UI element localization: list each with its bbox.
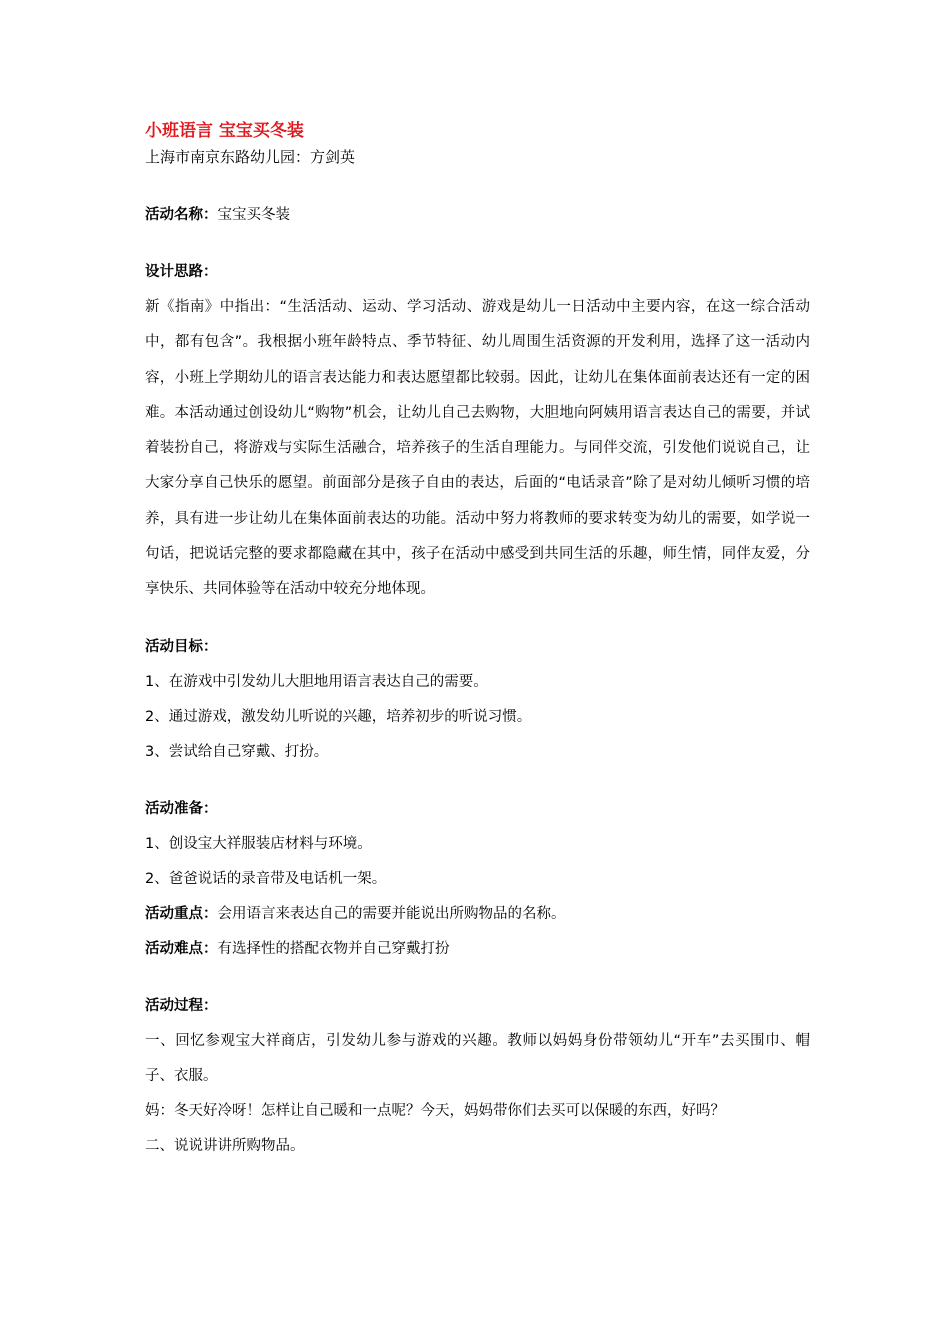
process-step-2: 二、说说讲讲所购物品。	[145, 1138, 305, 1155]
key-point-value: 会用语言来表达自己的需要并能说出所购物品的名称。	[217, 905, 566, 922]
preparation-item: 2、爸爸说话的录音带及电话机一架。	[145, 870, 387, 887]
key-point-label: 活动重点：	[145, 905, 218, 922]
spacer	[145, 233, 810, 255]
process-heading: 活动过程：	[145, 997, 218, 1014]
goals-heading: 活动目标：	[145, 638, 218, 655]
spacer	[145, 170, 810, 198]
author-line: 上海市南京东路幼儿园：方剑英	[145, 148, 356, 166]
preparation-heading: 活动准备：	[145, 800, 218, 817]
difficulty-line	[145, 932, 810, 967]
spacer	[145, 967, 810, 989]
goal-item: 3、尝试给自己穿戴、打扮。	[145, 743, 329, 760]
activity-name-value: 宝宝买冬装	[217, 207, 290, 223]
key-point-line	[145, 897, 810, 932]
spacer	[145, 770, 810, 792]
spacer	[145, 608, 810, 630]
activity-name-line	[145, 198, 810, 233]
process-step-1: 一、回忆参观宝大祥商店，引发幼儿参与游戏的兴趣。教师以妈妈身份带领幼儿“开车”去买围巾、帽子、衣服。	[145, 1032, 810, 1084]
goal-item: 2、通过游戏，激发幼儿听说的兴趣，培养初步的听说习惯。	[145, 708, 532, 725]
design-heading: 设计思路：	[145, 264, 218, 280]
difficulty-label: 活动难点：	[145, 940, 218, 957]
design-paragraph: 新《指南》中指出：“生活活动、运动、学习活动、游戏是幼儿一日活动中主要内容，在这一综合活动中，都有包含”。我根据小班年龄特点、季节特征、幼儿周围生活资源的开发利用，选择了这一活动内容，小班上学期幼儿的语言表达能力和表达愿望都比较弱。因此，让幼儿在集体面前表达还有一定的困难。本活动通过创设幼儿“购物”机会，让幼儿自己去购物，大胆地向阿姨用语言表达自己的需要，并试着装扮自己，将游戏与实际生活融合，培养孩子的生活自理能力。与同伴交流，引发他们说说自己，让大家分享自己快乐的愿望。前面部分是孩子自由的表达，后面的“电话录音”除了是对幼儿倾听习惯的培养，具有进一步让幼儿在集体面前表达的功能。活动中努力将教师的要求转变为幼儿的需要，如学说一句话，把说话完整的要求都隐藏在其中，孩子在活动中感受到共同生活的乐趣，师生情，同伴友爱，分享快乐、共同体验等在活动中较充分地体现。	[145, 299, 810, 598]
preparation-item: 1、创设宝大祥服装店材料与环境。	[145, 835, 372, 852]
document-title: 小班语言 宝宝买冬装	[145, 121, 304, 141]
process-dialogue: 妈：冬天好冷呀！怎样让自己暖和一点呢？今天，妈妈带你们去买可以保暖的东西，好吗？	[145, 1103, 725, 1120]
goal-item: 1、在游戏中引发幼儿大胆地用语言表达自己的需要。	[145, 673, 488, 690]
document-page	[145, 118, 810, 1164]
activity-name-label: 活动名称：	[145, 207, 218, 223]
difficulty-value: 有选择性的搭配衣物并自己穿戴打扮	[217, 940, 450, 957]
